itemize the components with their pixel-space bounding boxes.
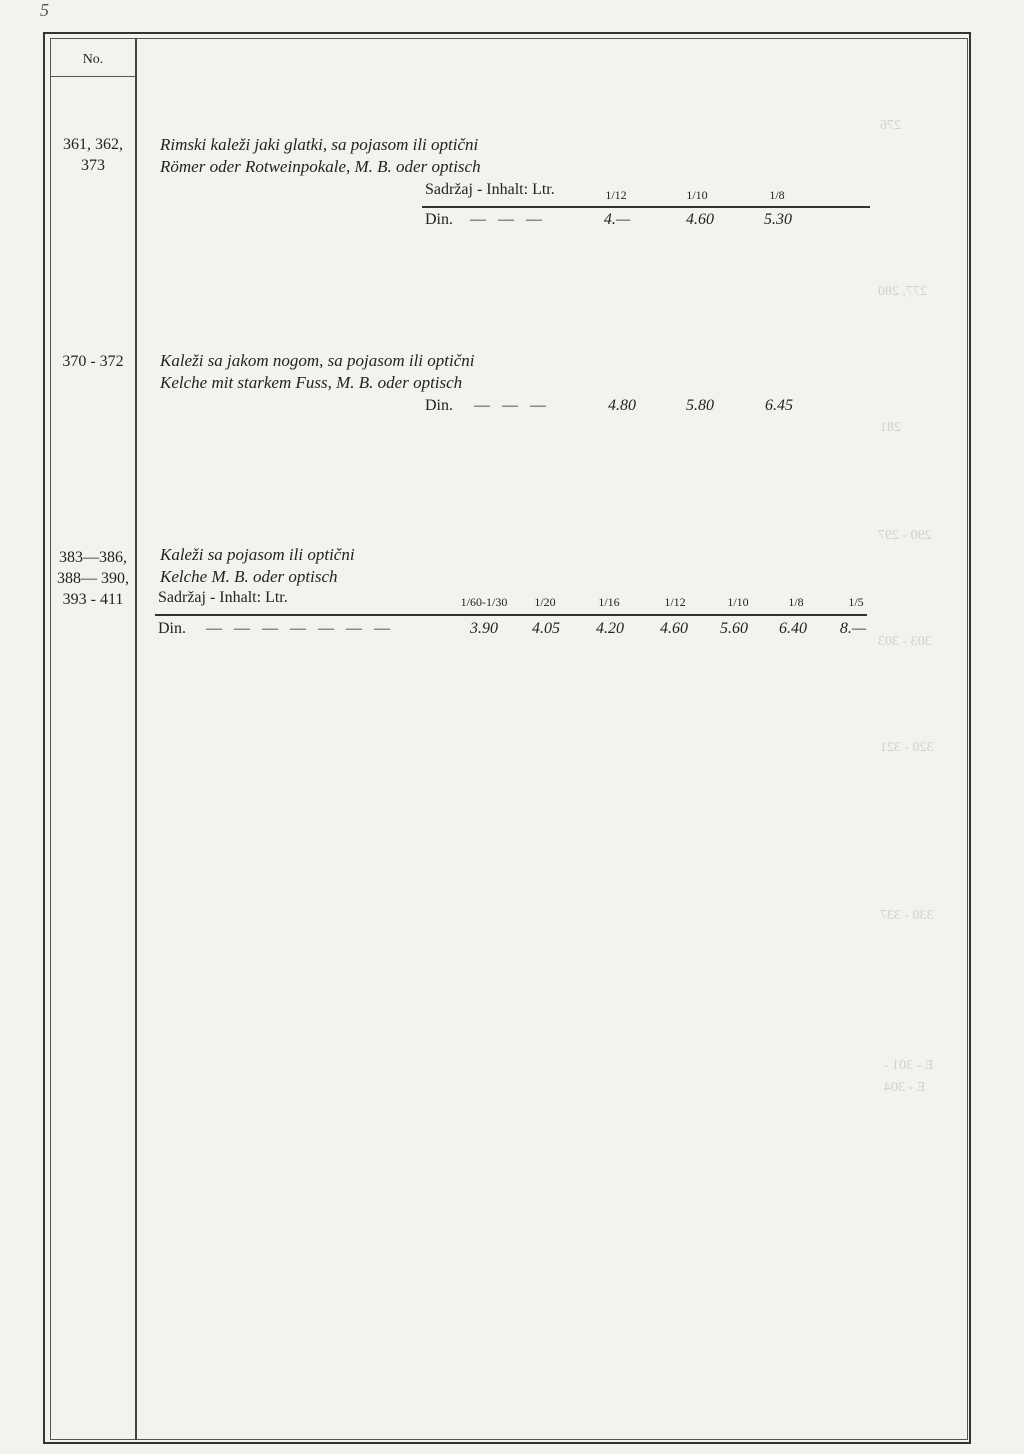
price-value: 4.05 [532, 620, 560, 637]
show-through-number: E - 301 - [884, 1058, 934, 1073]
leader-dashes: — — — [474, 397, 550, 414]
size-label: 1/8 [769, 188, 785, 202]
leader-dashes: — — — — — — — [206, 620, 394, 637]
currency-label: Din. [158, 620, 186, 637]
size-label: 1/10 [686, 188, 708, 202]
size-label: 1/8 [788, 595, 804, 609]
show-through-number: E - 304 [884, 1080, 926, 1095]
price-value: 4.80 [608, 397, 636, 414]
price-value: 8.— [839, 620, 867, 637]
show-through-number: 330 - 337 [880, 908, 934, 923]
price-value: 3.90 [470, 620, 498, 637]
price-value: 6.40 [779, 620, 807, 637]
show-through-number: 281 [880, 420, 901, 435]
currency-label: Din. [425, 211, 453, 228]
entry-number: 383—386, 388— 390, 393 - 411 [57, 549, 129, 608]
leader-dashes: — — — [470, 211, 546, 228]
show-through-number: 320 - 321 [880, 740, 934, 755]
show-through-number: 303 - 303 [878, 634, 932, 649]
column-header-no: No. [82, 52, 104, 67]
size-label: 1/5 [848, 595, 864, 609]
table-rule [422, 206, 870, 208]
show-through-number: 276 [880, 118, 901, 133]
column-divider [135, 38, 137, 1440]
size-label: 1/12 [605, 188, 627, 202]
size-label: 1/10 [727, 595, 749, 609]
currency-label: Din. [425, 397, 453, 414]
entry-title-de: Kelche mit starkem Fuss, M. B. oder optisch [160, 373, 463, 392]
price-value: 5.60 [720, 620, 748, 637]
price-value: 4.20 [596, 620, 624, 637]
entry-title-hr: Kaleži sa jakom nogom, sa pojasom ili optični [160, 351, 475, 370]
price-value: 5.80 [686, 397, 714, 414]
entry-number: 361, 362, 373 [63, 136, 123, 174]
price-value: 4.60 [660, 620, 688, 637]
size-label: 1/20 [534, 595, 556, 609]
size-label: 1/60-1/30 [460, 595, 508, 609]
price-value: 5.30 [764, 211, 792, 228]
entry-number: 370 - 372 [62, 353, 124, 370]
entry-title-hr: Rimski kaleži jaki glatki, sa pojasom ili optični [160, 135, 479, 154]
show-through-number: 290 - 297 [878, 528, 932, 543]
column-header-rule [50, 76, 136, 77]
capacity-label: Sadržaj - Inhalt: Ltr. [425, 181, 555, 198]
page-number: 5 [40, 0, 49, 20]
entry-title-de: Kelche M. B. oder optisch [160, 567, 338, 586]
entry-title-de: Römer oder Rotweinpokale, M. B. oder optisch [160, 157, 481, 176]
size-label: 1/12 [664, 595, 686, 609]
show-through-number: 277, 280 [878, 284, 927, 299]
price-value: 6.45 [765, 397, 793, 414]
entry-title-hr: Kaleži sa pojasom ili optični [160, 545, 355, 564]
capacity-label: Sadržaj - Inhalt: Ltr. [158, 589, 288, 606]
size-label: 1/16 [598, 595, 620, 609]
price-value: 4.— [603, 211, 631, 228]
page-frame-inner [50, 38, 968, 1440]
price-value: 4.60 [686, 211, 714, 228]
table-rule [155, 614, 867, 616]
